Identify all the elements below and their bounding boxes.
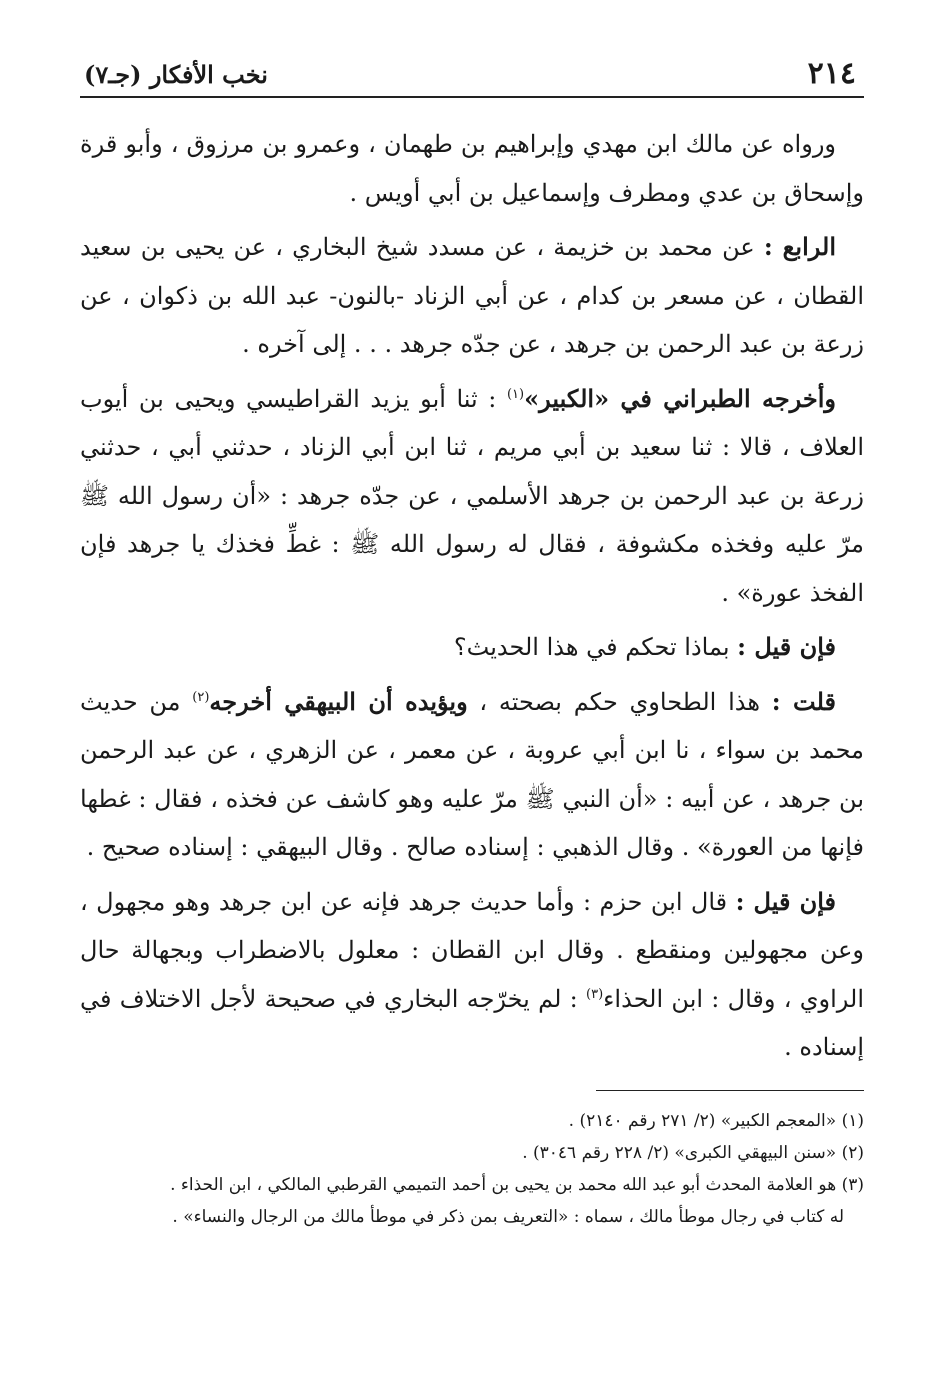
paragraph-lead: قلت : [771,686,837,716]
footnote-ref-3[interactable]: (٣) [586,986,604,1002]
paragraph-text: بماذا تحكم في هذا الحديث؟ [453,633,738,661]
paragraph-lead: وأخرجه الطبراني في «الكبير» [524,383,836,413]
paragraph-lead: الرابع : [763,232,836,261]
footnote-1: (١) «المعجم الكبير» (٢/ ٢٧١ رقم ٢١٤٠) . [568,1110,864,1131]
paragraph-text: ورواه عن مالك ابن مهدي وإبراهيم بن طهمان ، وعمرو بن مرزوق ، وأبو قرة وإسحاق بن عدي ومطرف وإسماعيل بن أبي أويس . [80,130,864,207]
footnote-3-continuation: له كتاب في رجال موطأ مالك ، سماه : «التعريف بمن ذكر في موطأ مالك من الرجال والنساء» . [172,1206,844,1227]
paragraph-lead: فإن قيل : [735,886,836,916]
page-number: ٢١٤ [807,56,856,91]
main-text [80,120,864,1072]
paragraph-2 [80,223,864,369]
footnote-ref-1[interactable]: (١) [506,386,525,402]
paragraph-text: من حديث محمد بن سواء ، نا ابن أبي عروبة ، عن معمر ، عن الزهري ، عن عبد الرحمن بن جرهد ، عن أبيه : «أن النبي ﷺ مرّ عليه وهو كاشف عن فخذه ، فقال : غطها فإنها من العورة» . وقال الذهبي : إسناده صالح . وقال البيهقي : إسناده صحيح . [80,687,864,861]
page-header [80,52,864,98]
paragraph-text: : لم يخرّجه البخاري في صحيحة لأجل الاختلاف في إسناده . [80,984,864,1061]
paragraph-1 [80,120,864,217]
footnotes [80,1105,864,1233]
paragraph-text: قال ابن حزم : وأما حديث جرهد فإنه عن ابن جرهد وهو مجهول ، وعن مجهولين ومنقطع . وقال ابن القطان : معلول بالاضطراب وبجهالة حال الراوي ، وقال : ابن الحذاء [80,887,864,1013]
paragraph-emphasis: ويؤيده أن البيهقي أخرجه [209,686,468,716]
paragraph-3 [80,375,864,618]
paragraph-text: : ثنا أبو يزيد القراطيسي ويحيى بن أيوب العلاف ، قالا : ثنا سعيد بن أبي مريم ، ثنا ابن أبي الزناد ، حدثني أبي ، حدثني زرعة بن عبد الرحمن بن جرهد الأسلمي ، عن جدّه جرهد : «أن رسول الله ﷺ مرّ عليه وفخذه مكشوفة ، فقال له رسول الله ﷺ : غطِّ فخذك يا جرهد فإن الفخذ عورة» . [80,384,864,607]
running-title: نخب الأفكار (جـ٧) [84,60,268,89]
footnote-2: (٢) «سنن البيهقي الكبرى» (٢/ ٢٢٨ رقم ٣٠٤٦) . [522,1142,864,1163]
paragraph-6 [80,878,864,1072]
paragraph-4 [80,623,864,672]
paragraph-text: هذا الطحاوي حكم بصحته ، [467,687,772,716]
footnote-3: (٣) هو العلامة المحدث أبو عبد الله محمد بن يحيى بن أحمد التميمي القرطبي المالكي ، ابن الحذاء . [170,1174,864,1195]
book-page [80,52,864,1352]
paragraph-5 [80,678,864,872]
paragraph-text: عن محمد بن خزيمة ، عن مسدد شيخ البخاري ، عن يحيى بن سعيد القطان ، عن مسعر بن كدام ، عن أبي الزناد -بالنون- عبد الله بن ذكوان ، عن زرعة بن عبد الرحمن بن جرهد ، عن جدّه جرهد . . . إلى آخره . [80,233,864,358]
footnote-ref-2[interactable]: (٢) [192,689,210,705]
footnote-divider [596,1090,864,1091]
paragraph-lead: فإن قيل : [737,632,836,661]
